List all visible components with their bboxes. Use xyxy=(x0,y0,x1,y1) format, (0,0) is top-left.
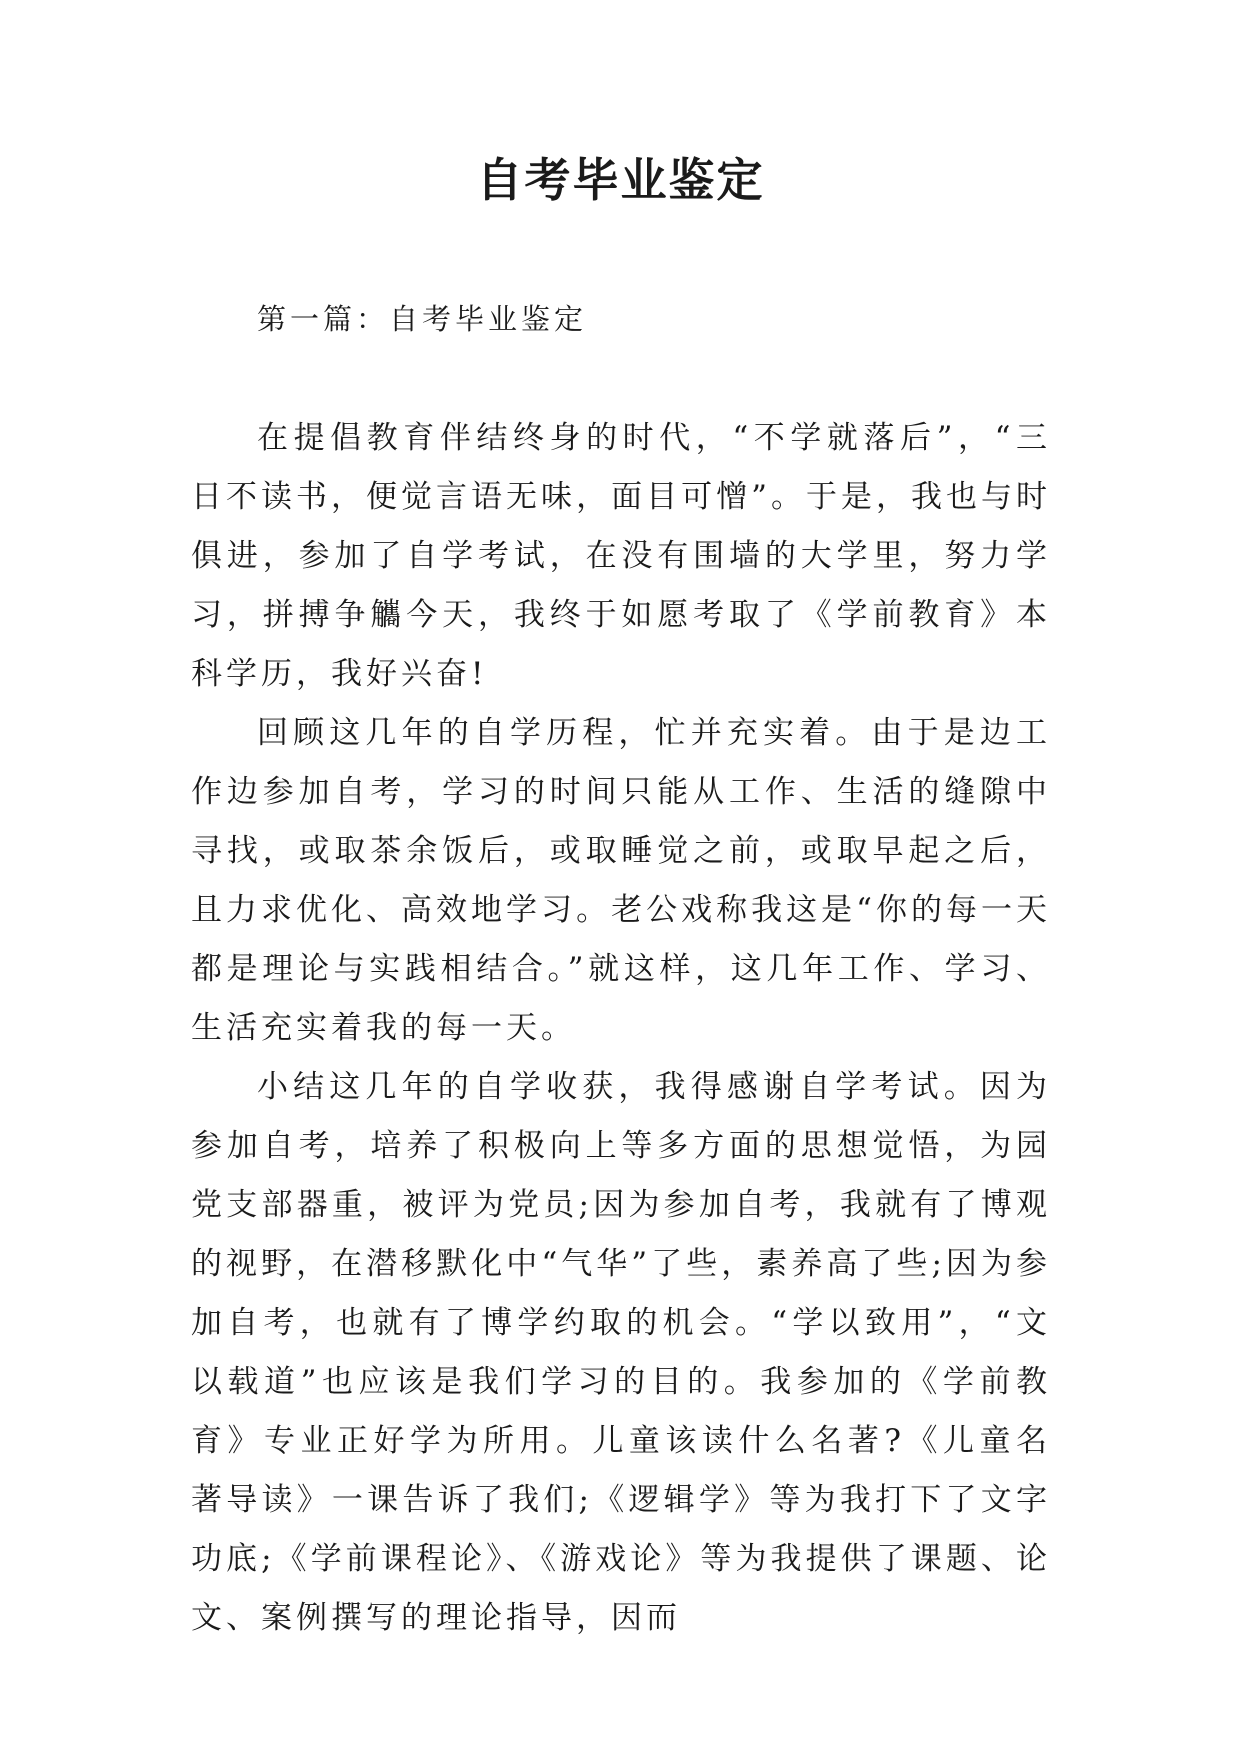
section-heading: 第一篇：自考毕业鉴定 xyxy=(257,302,588,336)
paragraph-1: 在提倡教育伴结终身的时代，“不学就落后”，“三日不读书，便觉言语无味，面目可憎”。于是，我也与时俱进，参加了自学考试，在没有围墙的大学里，努力学习，拼搏争觿今天，我终于如愿考取了《学前教育》本科学历，我好兴奋! xyxy=(191,420,1051,692)
document-body xyxy=(191,290,1051,1648)
paragraph-3: 小结这几年的自学收获，我得感谢自学考试。因为参加自考，培养了积极向上等多方面的思想觉悟，为园党支部器重，被评为党员;因为参加自考，我就有了博观的视野，在潜移默化中“气华”了些，素养高了些;因为参加自考，也就有了博学约取的机会。“学以致用”，“文以载道”也应该是我们学习的目的。我参加的《学前教育》专业正好学为所用。儿童该读什么名著?《儿童名著导读》一课告诉了我们;《逻辑学》等为我打下了文字功底;《学前课程论》、《游戏论》等为我提供了课题、论文、案例撰写的理论指导，因而 xyxy=(191,1069,1051,1636)
paragraph-2: 回顾这几年的自学历程，忙并充实着。由于是边工作边参加自考，学习的时间只能从工作、生活的缝隙中寻找，或取茶余饭后，或取睡觉之前，或取早起之后，且力求优化、高效地学习。老公戏称我这是“你的每一天都是理论与实践相结合。”就这样，这几年工作、学习、生活充实着我的每一天。 xyxy=(191,715,1051,1046)
document-title: 自考毕业鉴定 xyxy=(476,153,765,207)
